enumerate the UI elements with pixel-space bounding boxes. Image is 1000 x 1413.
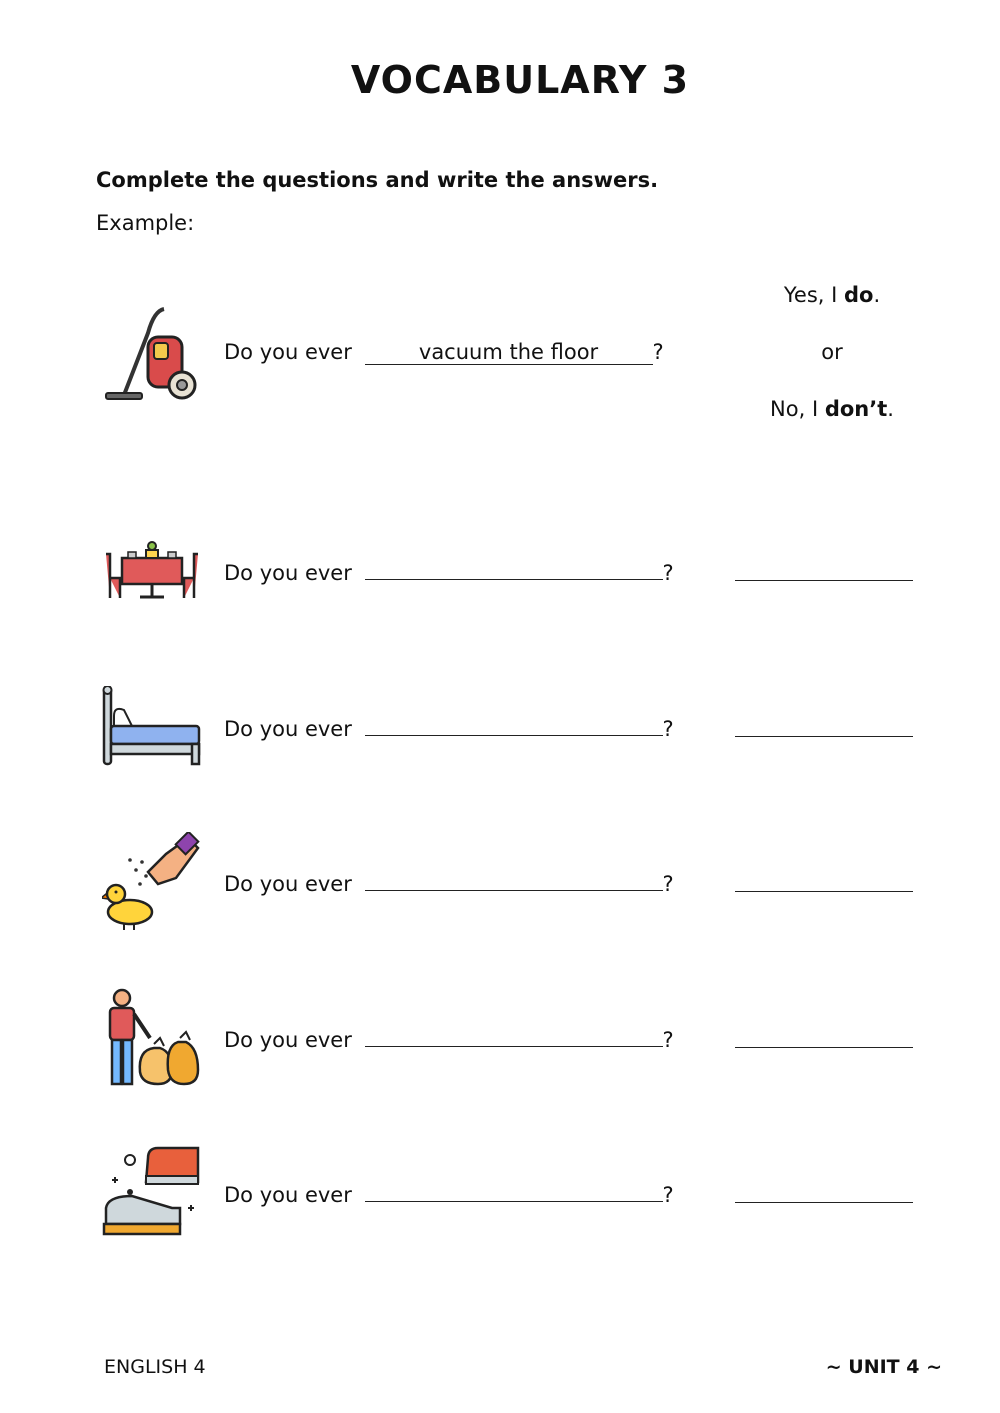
no-end: . <box>887 397 894 421</box>
answer-blank[interactable] <box>735 1025 913 1048</box>
question-row <box>224 557 674 585</box>
yes-prefix: Yes, I <box>783 283 844 307</box>
question-prefix: Do you ever <box>224 717 352 741</box>
yes-end: . <box>873 283 881 307</box>
example-answer-fill: vacuum the floor <box>365 340 653 365</box>
question-row <box>224 1179 674 1207</box>
iron-clothes-icon <box>102 1146 202 1242</box>
bed-icon <box>102 686 202 766</box>
footer-unit: ~ UNIT 4 ~ <box>825 1356 942 1378</box>
question-blank[interactable] <box>365 868 663 891</box>
question-mark: ? <box>652 340 664 364</box>
take-out-trash-icon <box>102 988 202 1088</box>
question-prefix: Do you ever <box>224 561 352 585</box>
question-prefix: Do you ever <box>224 340 352 364</box>
footer-course: ENGLISH 4 <box>104 1356 206 1378</box>
yes-bold: do <box>843 283 874 307</box>
question-blank[interactable] <box>365 557 663 580</box>
question-blank[interactable] <box>365 1179 663 1202</box>
answer-blank[interactable] <box>735 714 913 737</box>
feed-duck-icon <box>102 832 202 932</box>
question-mark: ? <box>662 561 674 585</box>
answer-blank[interactable] <box>735 1180 913 1203</box>
vacuum-cleaner-icon <box>102 303 202 403</box>
page-title: VOCABULARY 3 <box>350 58 690 102</box>
question-mark: ? <box>662 872 674 896</box>
question-mark: ? <box>662 717 674 741</box>
question-prefix: Do you ever <box>224 1183 352 1207</box>
example-label: Example: <box>96 211 195 235</box>
instruction: Complete the questions and write the answers. <box>96 168 659 192</box>
question-prefix: Do you ever <box>224 872 352 896</box>
question-row <box>224 868 674 896</box>
no-bold: don’t <box>824 397 888 421</box>
question-prefix: Do you ever <box>224 1028 352 1052</box>
dinner-table-icon <box>102 540 202 602</box>
example-or: or <box>821 340 843 364</box>
answer-blank[interactable] <box>735 869 913 892</box>
example-question <box>224 340 664 365</box>
question-blank[interactable] <box>365 1024 663 1047</box>
question-mark: ? <box>662 1028 674 1052</box>
no-prefix: No, I <box>770 397 825 421</box>
question-row <box>224 713 674 741</box>
question-row <box>224 1024 674 1052</box>
question-mark: ? <box>662 1183 674 1207</box>
example-no-answer <box>732 397 932 421</box>
example-yes-answer <box>732 283 932 307</box>
question-blank[interactable] <box>365 713 663 736</box>
answer-blank[interactable] <box>735 558 913 581</box>
